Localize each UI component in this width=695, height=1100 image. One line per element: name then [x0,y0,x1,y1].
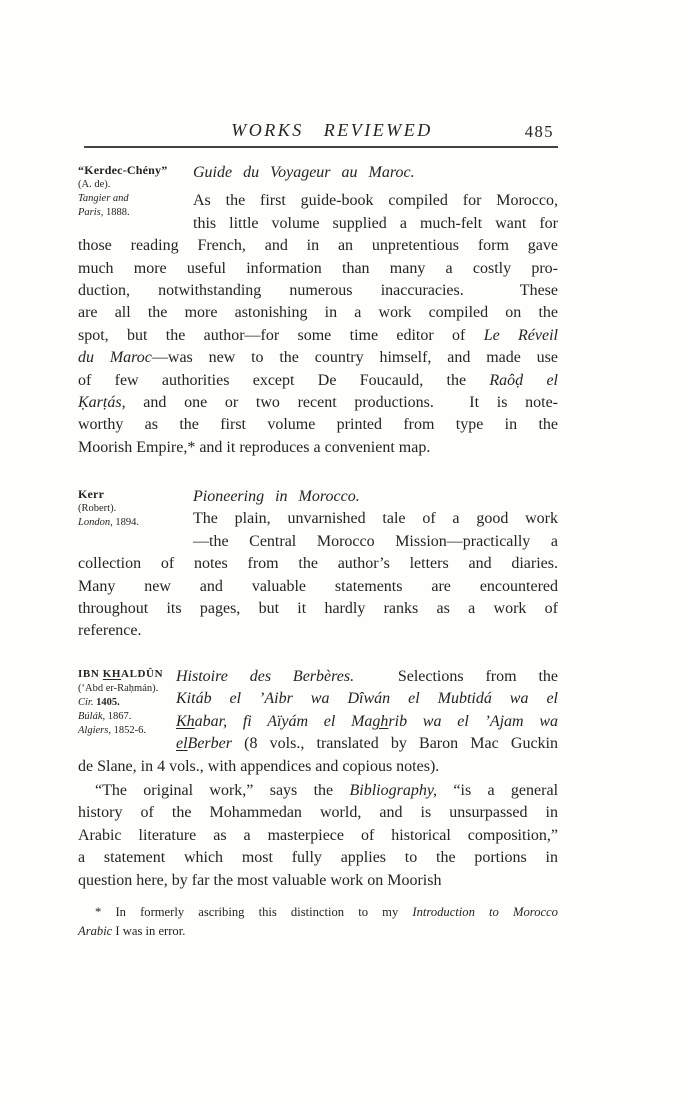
text-segment: Arabic [78,924,113,938]
text-segment: gh [372,712,389,730]
margin-citation-line [78,724,190,738]
text-segment: and one or two recent productions. It is note- [125,394,558,412]
text-line [193,486,558,508]
review-entry-kerr [78,486,558,643]
text-line [78,756,558,778]
text-segment: —the Central Morocco Mission—practically a [193,532,558,550]
review-entry-ibn-khaldun [78,666,558,778]
text-segment: (‘Abd er-Raḥmán). [78,683,159,694]
text-line [78,598,558,620]
text-line [78,780,558,802]
text-line [78,235,558,257]
text-segment: worthy as the first volume printed from type in the [78,416,558,434]
text-line [193,213,558,235]
text-segment: Le Réveil [483,326,559,344]
text-segment: collection of notes from the author’s letters and diaries. [78,555,558,573]
text-segment: Guide du Voyageur au Maroc. [193,164,415,181]
text-line [193,531,558,553]
text-line [176,666,558,688]
text-segment: 1852-6. [110,725,146,736]
text-segment: ALDÛN [121,668,164,680]
text-segment: throughout its pages, but it hardly ranks as a work of [78,600,558,618]
text-line [78,280,558,302]
text-segment: Moorish Empire,* and it reproduces a convenient map. [78,438,431,456]
text-segment: I was in error. [112,924,186,938]
text-segment: Raôḍ el [489,371,558,389]
margin-citation-line [78,192,190,206]
text-segment: a statement which most fully applies to the portions in [78,849,558,867]
text-segment: Cir. [78,697,94,708]
text-line [78,370,558,392]
margin-citation-line [78,696,190,710]
text-line [78,847,558,869]
margin-citation-line [78,516,190,530]
paragraph-bibliography-quote [78,780,558,892]
margin-citation [78,163,190,220]
text-segment: KH [102,668,122,680]
text-line [78,437,558,459]
text-line [78,903,558,922]
page-number: 485 [524,122,554,141]
text-line [193,190,558,212]
text-segment: Kitáb el ’Aibr wa Dîwán el Mubtidá wa el [176,690,558,708]
margin-citation-line [78,163,190,178]
running-header-title: WORKS REVIEWED [231,120,433,140]
text-segment: 1867. [105,711,132,722]
text-segment: 1405. [93,697,120,708]
text-segment: Paris, [78,207,104,218]
footnote [78,903,558,941]
header-rule [84,146,558,148]
text-line [78,347,558,369]
review-entry-kerdec-cheny [78,162,558,459]
text-segment: this little volume supplied a much-felt want for [193,214,558,232]
margin-citation [78,667,190,738]
text-segment: Bibliography, [349,782,438,799]
text-line [176,688,558,710]
text-segment: abar, fi Aïyám el Ma [194,712,373,730]
text-segment: Pioneering in Morocco. [193,488,360,505]
text-segment: el [176,735,188,753]
text-segment: As the first guide-book compiled for Morocco, [193,192,558,210]
margin-citation [78,487,190,530]
text-line [193,508,558,530]
text-line [78,302,558,324]
text-segment: much more useful information than many a costly pro- [78,259,558,277]
text-segment: rib wa el ’Ajam wa [388,712,558,730]
text-segment: (Robert). [78,503,117,514]
text-segment: Arabic literature as a masterpiece of historical composition,” [78,826,558,844]
text-line [78,576,558,598]
text-line [78,922,558,941]
text-segment: Berber [187,735,232,753]
text-segment: * In formerly ascribing this distinction to my [95,905,413,919]
text-line [176,733,558,755]
text-line [78,392,558,414]
margin-citation-line [78,667,190,682]
text-line [78,870,558,892]
text-segment: The plain, unvarnished tale of a good work [193,510,558,528]
text-segment: “Kerdec-Chény” [78,163,168,177]
text-segment: reference. [78,622,142,640]
text-line [78,825,558,847]
margin-citation-line [78,206,190,220]
text-segment: 1888. [103,207,130,218]
text-segment: “is a general [437,782,559,799]
text-segment: Tangier and [78,193,129,204]
text-segment: Ḳarṭás, [78,394,126,412]
text-segment: (8 vols., translated by Baron Mac Guckin [231,735,558,753]
text-line [176,711,558,733]
margin-citation-line [78,710,190,724]
text-line [78,802,558,824]
text-segment: Many new and valuable statements are encountered [78,577,558,595]
margin-citation-line [78,502,190,516]
text-segment: are all the more astonishing in a work compiled on the [78,304,558,322]
text-segment: Kh [176,712,195,730]
text-line [193,162,558,184]
text-segment: question here, by far the most valuable work on Moorish [78,871,442,889]
text-segment: those reading French, and in an unpretentious form gave [78,237,558,255]
text-segment: London, [78,517,113,528]
text-segment: Introduction to Morocco [412,905,558,919]
text-segment: Algiers, [78,725,111,736]
text-segment: IBN [78,668,103,680]
text-line [78,553,558,575]
text-segment: de Slane, in 4 vols., with appendices and copious notes). [78,757,440,775]
text-segment: du Maroc [78,349,152,367]
margin-citation-line [78,178,190,192]
text-segment: Selections from the [354,668,558,685]
text-segment: (A. de). [78,179,111,190]
text-segment: —was new to the country himself, and made use [151,349,558,367]
text-line [78,325,558,347]
text-segment: history of the Mohammedan world, and is unsurpassed in [78,804,558,822]
text-segment: 1894. [112,517,139,528]
text-line [78,258,558,280]
text-segment: of few authorities except De Foucauld, the [78,371,490,389]
text-segment: Búlák, [78,711,106,722]
margin-citation-line [78,682,190,696]
text-segment: Kerr [78,487,105,501]
text-segment: spot, but the author—for some time editor of [78,326,484,344]
text-line [78,414,558,436]
text-segment: “The original work,” says the [95,782,350,799]
margin-citation-line [78,487,190,502]
text-segment: Histoire des Berbères. [176,668,355,685]
text-segment: duction, notwithstanding numerous inaccuracies. These [78,282,558,300]
text-line [78,620,558,642]
